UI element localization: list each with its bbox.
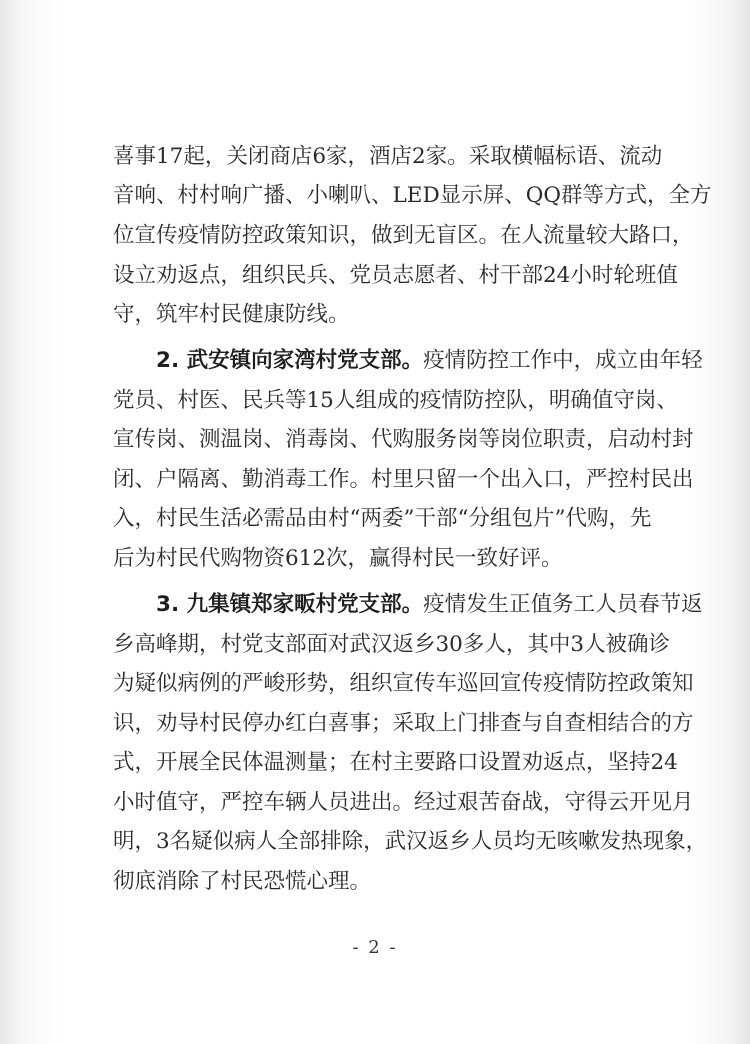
paragraph-2-heading: 2. 武安镇向家湾村党支部。: [156, 348, 424, 373]
paragraph-3-line-7: 明，3名疑似病人全部排除，武汉返乡人员均无咳嗽发热现象，: [113, 829, 708, 854]
paragraph-3-line-5: 式，开展全民体温测量；在村主要路口设置劝返点，坚持24: [113, 750, 678, 775]
paragraph-2-line-3: 宣传岗、测温岗、消毒岗、代购服务岗等岗位职责，启动村封: [113, 427, 694, 452]
paragraph-3-heading: 3. 九集镇郑家畈村党支部。: [156, 592, 424, 617]
paragraph-3-first-line-text: 疫情发生正值务工人员春节返: [423, 592, 703, 617]
paragraph-2-line-2: 党员、村医、民兵等15人组成的疫情防控队，明确值守岗、: [113, 388, 678, 413]
paragraph-1-line-4: 设立劝返点，组织民兵、党员志愿者、村干部24小时轮班值: [113, 263, 678, 288]
paragraph-2-line-5: 入，村民生活必需品由村“两委”干部“分组包片”代购，先: [113, 506, 652, 531]
paragraph-2-line-4: 闭、户隔离、勤消毒工作。村里只留一个出入口，严控村民出: [113, 467, 694, 492]
paragraph-3-line-4: 识，劝导村民停办红白喜事；采取上门排查与自查相结合的方: [113, 711, 694, 736]
paragraph-1-line-5: 守，筑牢村民健康防线。: [113, 302, 350, 327]
paragraph-3-line-6: 小时值守，严控车辆人员进出。经过艰苦奋战，守得云开见月: [113, 790, 694, 815]
paragraph-1-line-1: 喜事17起，关闭商店6家，酒店2家。采取横幅标语、流动: [113, 144, 663, 169]
paragraph-1-line-2: 音响、村村响广播、小喇叭、LED显示屏、QQ群等方式，全方: [113, 183, 712, 208]
page-number: - 2 -: [352, 937, 398, 958]
paragraph-2-line-1: [156, 341, 703, 381]
paragraph-1-line-3: 位宣传疫情防控政策知识，做到无盲区。在人流量较大路口，: [113, 223, 694, 248]
paragraph-3-line-8: 彻底消除了村民恐慌心理。: [113, 869, 372, 894]
paragraph-3-line-1: [156, 585, 703, 625]
paragraph-2-first-line-text: 疫情防控工作中，成立由年轻: [423, 348, 703, 373]
paragraph-2-line-6: 后为村民代购物资612次，赢得村民一致好评。: [113, 546, 563, 571]
paragraph-3-line-2: 乡高峰期，村党支部面对武汉返乡30多人，其中3人被确诊: [113, 632, 671, 657]
paragraph-3-line-3: 为疑似病例的严峻形势，组织宣传车巡回宣传疫情防控政策知: [113, 671, 694, 696]
